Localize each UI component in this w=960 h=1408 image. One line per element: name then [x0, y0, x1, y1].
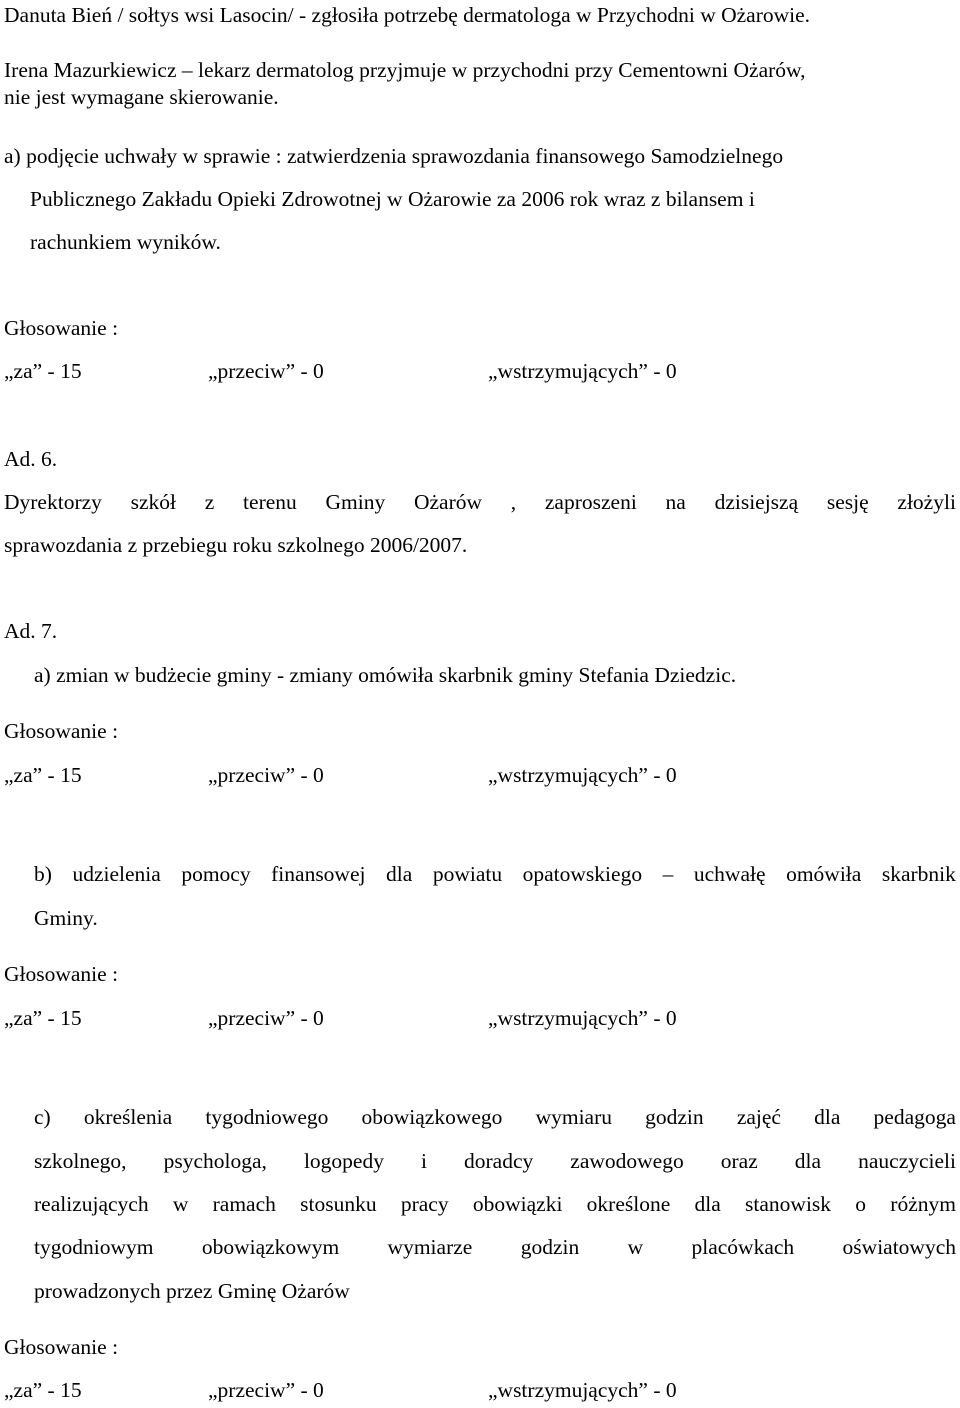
word: obowiązki	[472, 1192, 563, 1216]
intro-line-2: Irena Mazurkiewicz – lekarz dermatolog przyjmuje w przychodni przy Cementowni Ożarów,	[4, 58, 806, 82]
word: pedagoga	[873, 1105, 956, 1129]
word: szkolnego,	[34, 1149, 127, 1173]
vote-przeciw: „przeciw” - 0	[208, 1378, 324, 1402]
item-a-line-3: rachunkiem wyników.	[30, 230, 221, 254]
ad6-heading: Ad. 6.	[4, 447, 58, 471]
word: na	[665, 490, 686, 514]
vote-wstrzymujacych: „wstrzymujących” - 0	[488, 1006, 677, 1030]
word: uchwałę	[693, 862, 766, 886]
word: szkół	[130, 490, 177, 514]
word: psychologa,	[163, 1149, 267, 1173]
word: dla	[386, 862, 413, 886]
vote-wstrzymujacych: „wstrzymujących” - 0	[488, 763, 677, 787]
word: stanowisk	[745, 1192, 832, 1216]
word: wymiaru	[535, 1105, 612, 1129]
voting-label: Głosowanie :	[4, 962, 119, 986]
word: omówiła	[786, 862, 862, 886]
word: dla	[794, 1149, 822, 1173]
word: logopedy	[303, 1149, 384, 1173]
ad7-item-c-line-2	[34, 1151, 956, 1173]
voting-label: Głosowanie :	[4, 316, 119, 340]
word: złożyli	[897, 490, 956, 514]
item-a-line-2: Publicznego Zakładu Opieki Zdrowotnej w Ożarowie za 2006 rok wraz z bilansem i	[30, 187, 755, 211]
ad6-line-2: sprawozdania z przebiegu roku szkolnego 2006/2007.	[4, 533, 468, 557]
vote-przeciw: „przeciw” - 0	[208, 359, 324, 383]
word: zawodowego	[570, 1149, 684, 1173]
word: zaproszeni	[544, 490, 637, 514]
word: Ożarów	[413, 490, 483, 514]
word: Gminy	[325, 490, 386, 514]
word: określone	[586, 1192, 671, 1216]
word: Dyrektorzy	[4, 490, 102, 514]
word: określenia	[83, 1105, 173, 1129]
vote-wstrzymujacych: „wstrzymujących” - 0	[488, 359, 677, 383]
word: dzisiejszą	[714, 490, 799, 514]
ad6-line-1	[4, 492, 956, 514]
word: różnym	[890, 1192, 956, 1216]
word: tygodniowego	[205, 1105, 329, 1129]
word: dla	[814, 1105, 841, 1129]
word: nauczycieli	[858, 1149, 956, 1173]
word: o	[855, 1192, 867, 1216]
word: terenu	[243, 490, 297, 514]
word: opatowskiego	[522, 862, 643, 886]
word: skarbnik	[881, 862, 956, 886]
word: oświatowych	[842, 1235, 956, 1259]
word: i	[421, 1149, 427, 1173]
ad7-item-b-line-1	[34, 864, 956, 886]
vote-za: „za” - 15	[4, 1006, 82, 1030]
word: b)	[34, 862, 52, 886]
word: wymiarze	[387, 1235, 473, 1259]
ad7-heading: Ad. 7.	[4, 619, 58, 643]
word: zajęć	[736, 1105, 781, 1129]
ad7-item-c-line-4	[34, 1237, 956, 1259]
vote-za: „za” - 15	[4, 359, 82, 383]
word: dla	[694, 1192, 721, 1216]
vote-przeciw: „przeciw” - 0	[208, 1006, 324, 1030]
word: finansowej	[271, 862, 366, 886]
word: placówkach	[691, 1235, 795, 1259]
word: obowiązkowym	[201, 1235, 340, 1259]
word: w	[627, 1235, 644, 1259]
ad7-item-b-line-2: Gminy.	[34, 906, 98, 930]
word: realizujących	[34, 1192, 149, 1216]
ad7-item-c-line-5: prowadzonych przez Gminę Ożarów	[34, 1279, 350, 1303]
word: tygodniowym	[34, 1235, 154, 1259]
intro-line-1: Danuta Bień / sołtys wsi Lasocin/ - zgłosiła potrzebę dermatologa w Przychodni w Ożarowie.	[4, 3, 811, 27]
word: oraz	[720, 1149, 758, 1173]
word: ramach	[212, 1192, 276, 1216]
word: udzielenia	[72, 862, 161, 886]
word: powiatu	[432, 862, 503, 886]
word: godzin	[520, 1235, 580, 1259]
vote-za: „za” - 15	[4, 763, 82, 787]
ad7-item-c-line-1	[34, 1107, 956, 1129]
word: pomocy	[181, 862, 251, 886]
word: stosunku	[300, 1192, 377, 1216]
word: doradcy	[464, 1149, 534, 1173]
word: godzin	[645, 1105, 704, 1129]
voting-label: Głosowanie :	[4, 719, 119, 743]
vote-wstrzymujacych: „wstrzymujących” - 0	[488, 1378, 677, 1402]
word: obowiązkowego	[361, 1105, 503, 1129]
ad7-item-c-line-3	[34, 1194, 956, 1216]
vote-za: „za” - 15	[4, 1378, 82, 1402]
word: z	[204, 490, 215, 514]
voting-label: Głosowanie :	[4, 1335, 119, 1359]
word: pracy	[400, 1192, 449, 1216]
ad7-item-a: a) zmian w budżecie gminy - zmiany omówiła skarbnik gminy Stefania Dziedzic.	[34, 663, 737, 687]
word: w	[172, 1192, 189, 1216]
item-a-line-1: a) podjęcie uchwały w sprawie : zatwierdzenia sprawozdania finansowego Samodzielnego	[4, 144, 784, 168]
word: c)	[34, 1105, 51, 1129]
vote-przeciw: „przeciw” - 0	[208, 763, 324, 787]
word: ,	[510, 490, 517, 514]
intro-line-3: nie jest wymagane skierowanie.	[4, 85, 279, 109]
word: –	[662, 862, 674, 886]
word: sesję	[826, 490, 869, 514]
